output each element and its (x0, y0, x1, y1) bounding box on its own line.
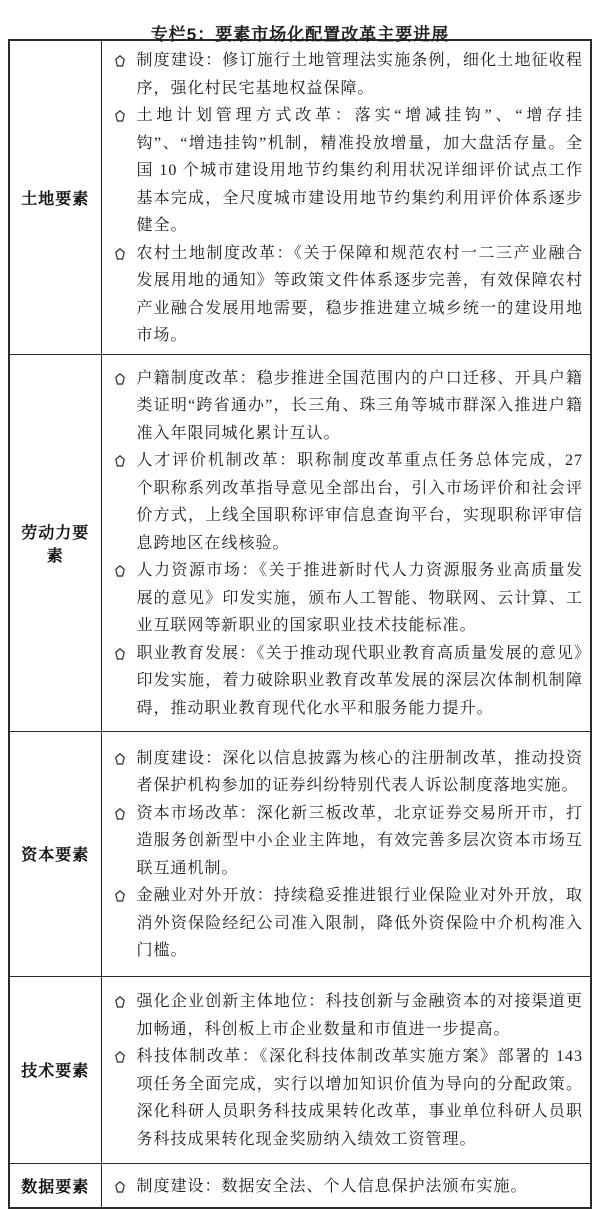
table-row (9, 40, 591, 354)
hollow-diamond-bullet-icon (115, 447, 137, 467)
factor-content-cell (101, 731, 591, 976)
list-item-text: 职业教育发展：《关于推动现代职业教育高质量发展的意见》印发实施，着力破除职业教育改革发展的深层次体制机制障碍，推动职业教育现代化水平和服务能力提升。 (136, 644, 583, 717)
table-row (9, 1163, 591, 1208)
table-row (9, 976, 591, 1163)
list-item (115, 988, 584, 1043)
hollow-diamond-bullet-icon (115, 240, 137, 260)
list-item-text: 土地计划管理方式改革：落实“增减挂钩”、“增存挂钩”、“增违挂钩”机制，精准投放增量，加大盘活存量。全国 10 个城市建设用地节约集约利用状况详细评价试点工作基本完成，全尺度城市建设用地节约集约利用评价体系逐步健全。 (136, 107, 583, 234)
list-item (115, 882, 584, 965)
hollow-diamond-bullet-icon (115, 640, 137, 660)
list-item-text: 制度建设：修订施行土地管理法实施条例，细化土地征收程序，强化村民宅基地权益保障。 (136, 52, 583, 97)
progress-table (8, 39, 592, 1209)
factor-content-cell (101, 354, 591, 731)
table-row (9, 731, 591, 976)
list-item-text: 户籍制度改革：稳步推进全国范围内的户口迁移、开具户籍类证明“跨省通办”，长三角、珠三角等城市群深入推进户籍准入年限同城化累计互认。 (136, 369, 583, 442)
list-item-text: 金融业对外开放：持续稳妥推进银行业保险业对外开放，取消外资保险经纪公司准入限制，降低外资保险中介机构准入门槛。 (136, 887, 583, 959)
list-item (115, 102, 584, 240)
list-item (115, 1043, 584, 1153)
hollow-diamond-bullet-icon (115, 102, 137, 122)
factor-content-cell (101, 976, 591, 1163)
hollow-diamond-bullet-icon (115, 365, 137, 385)
hollow-diamond-bullet-icon (115, 1043, 137, 1063)
hollow-diamond-bullet-icon (115, 47, 137, 67)
list-item (115, 47, 584, 102)
list-item-text: 制度建设：深化以信息披露为核心的注册制改革，推动投资者保护机构参加的证券纠纷特别代表人诉讼制度落地实施。 (136, 749, 583, 794)
list-item (115, 800, 584, 883)
list-item-text: 制度建设：数据安全法、个人信息保护法颁布实施。 (136, 1177, 528, 1195)
list-item (115, 447, 584, 557)
factor-label: 劳动力要素 (9, 354, 101, 731)
hollow-diamond-bullet-icon (115, 882, 137, 902)
hollow-diamond-bullet-icon (115, 800, 137, 820)
list-item-text: 科技体制改革：《深化科技体制改革实施方案》部署的 143 项任务全面完成，实行以增加知识价值为导向的分配政策。深化科研人员职务科技成果转化改革，事业单位科研人员职务科技成果转化现金奖励纳入绩效工资管理。 (136, 1048, 583, 1148)
factor-content-cell (101, 1163, 591, 1208)
hollow-diamond-bullet-icon (115, 557, 137, 577)
table-row (9, 354, 591, 731)
list-item-text: 农村土地制度改革：《关于保障和规范农村一二三产业融合发展用地的通知》等政策文件体系逐步完善，有效保障农村产业融合发展用地需要，稳步推进建立城乡统一的建设用地市场。 (136, 244, 583, 344)
list-item-text: 人力资源市场：《关于推进新时代人力资源服务业高质量发展的意见》印发实施，颁布人工智能、物联网、云计算、工业互联网等新职业的国家职业技术技能标准。 (136, 562, 583, 635)
list-item (115, 365, 584, 448)
progress-table-body (9, 40, 591, 1208)
list-item (115, 640, 584, 723)
factor-label: 数据要素 (9, 1163, 101, 1208)
page-title: 专栏5：要素市场化配置改革主要进展 (150, 25, 450, 44)
list-item (115, 745, 584, 800)
factor-label: 土地要素 (9, 40, 101, 354)
list-item (115, 557, 584, 640)
list-item (115, 1173, 584, 1201)
list-item-text: 强化企业创新主体地位：科技创新与金融资本的对接渠道更加畅通，科创板上市企业数量和市值进一步提高。 (136, 993, 583, 1038)
factor-label: 技术要素 (9, 976, 101, 1163)
factor-content-cell (101, 40, 591, 354)
list-item (115, 240, 584, 350)
hollow-diamond-bullet-icon (115, 1173, 137, 1193)
list-item-text: 资本市场改革：深化新三板改革，北京证券交易所开市，打造服务创新型中小企业主阵地，有效完善多层次资本市场互联互通机制。 (136, 804, 583, 877)
hollow-diamond-bullet-icon (115, 988, 137, 1008)
list-item-text: 人才评价机制改革：职称制度改革重点任务总体完成，27 个职称系列改革指导意见全部出台，引入市场评价和社会评价方式，上线全国职称评审信息查询平台，实现职称评审信息跨地区在线核验。 (136, 452, 583, 552)
hollow-diamond-bullet-icon (115, 745, 137, 765)
factor-label: 资本要素 (9, 731, 101, 976)
